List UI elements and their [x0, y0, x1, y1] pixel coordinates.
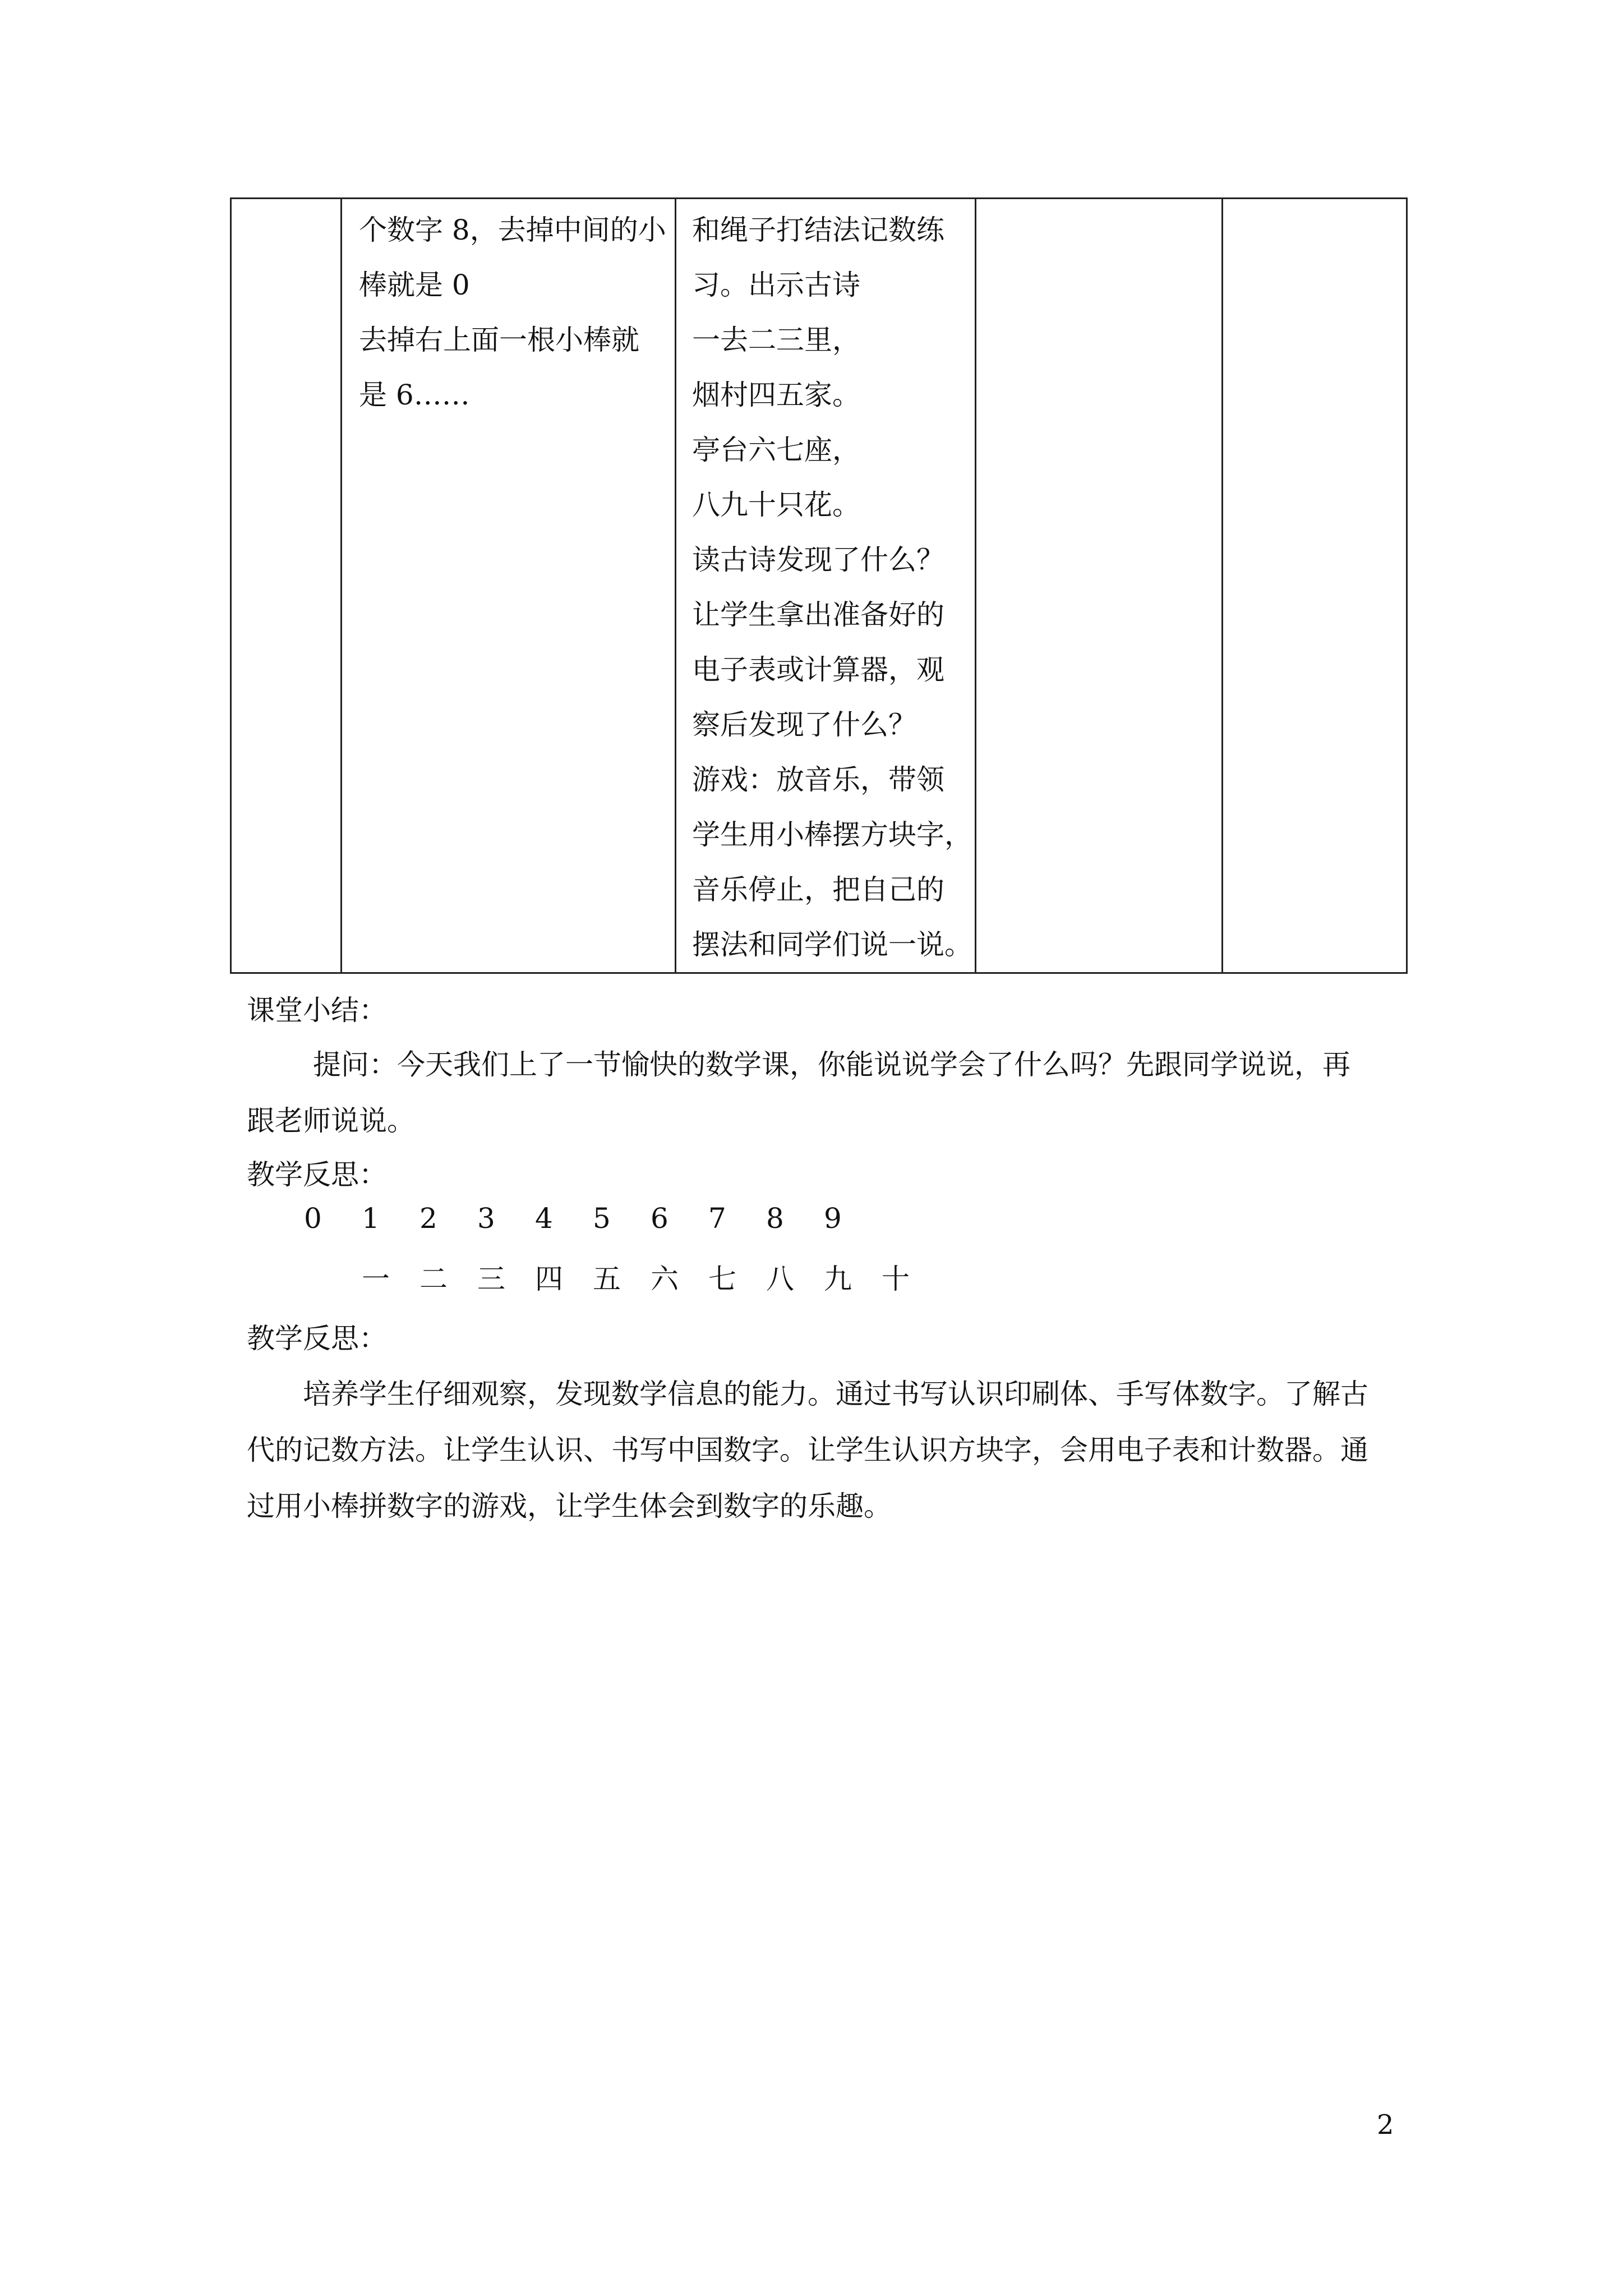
arabic-digit: 1 — [362, 1202, 380, 1235]
cell-line: 摆法和同学们说一说。 — [692, 928, 972, 961]
chinese-digit: 三 — [477, 1263, 505, 1295]
chinese-digit: 四 — [535, 1263, 563, 1295]
arabic-digit: 0 — [304, 1202, 322, 1235]
cell-line: 察后发现了什么？ — [692, 708, 916, 741]
cell-line: 一去二三里， — [692, 324, 860, 356]
reflection-heading: 教学反思： — [247, 1322, 387, 1355]
page-number: 2 — [1377, 2109, 1394, 2141]
reflection-line: 培养学生仔细观察，发现数学信息的能力。通过书写认识印刷体、手写体数字。了解古 — [303, 1378, 1368, 1410]
chinese-digit: 二 — [419, 1263, 448, 1295]
cell-line: 烟村四五家。 — [692, 379, 860, 411]
cell-line: 游戏：放音乐，带领 — [692, 763, 944, 796]
cell-line: 习。出示古诗 — [692, 269, 860, 301]
reflection-line: 代的记数方法。让学生认识、书写中国数字。让学生认识方块字，会用电子表和计数器。通 — [247, 1434, 1368, 1466]
cell-line: 学生用小棒摆方块字， — [692, 818, 972, 851]
arabic-digit: 4 — [535, 1202, 553, 1235]
table-row — [231, 199, 1407, 973]
cell-line: 读古诗发现了什么？ — [692, 544, 944, 576]
table-cell-empty-2 — [1223, 199, 1407, 973]
cell-line: 和绳子打结法记数练 — [692, 214, 944, 246]
summary-line: 跟老师说说。 — [247, 1105, 415, 1137]
chinese-digit: 七 — [708, 1263, 736, 1295]
reflection-paragraph — [247, 1366, 1394, 1534]
summary-line: 提问：今天我们上了一节愉快的数学课，你能说说学会了什么吗？先跟同学说说，再 — [313, 1048, 1350, 1081]
arabic-digit: 5 — [593, 1202, 611, 1235]
table-cell-student-activity — [342, 199, 676, 973]
chinese-digit: 五 — [593, 1263, 621, 1295]
summary-paragraph — [247, 1037, 1394, 1149]
cell-line: 是 6…… — [359, 379, 470, 411]
table-cell-stage — [231, 199, 342, 973]
arabic-digit: 2 — [419, 1202, 437, 1235]
chinese-digit: 九 — [824, 1263, 852, 1295]
chinese-digit: 十 — [882, 1263, 910, 1295]
chinese-digit: 一 — [362, 1263, 390, 1295]
arabic-digit: 6 — [651, 1202, 668, 1235]
cell-line: 去掉右上面一根小棒就 — [359, 324, 639, 356]
cell-line: 电子表或计算器，观 — [692, 654, 944, 686]
table-cell-empty-1 — [976, 199, 1223, 973]
arabic-digit: 8 — [766, 1202, 784, 1235]
table-cell-teacher-activity — [676, 199, 976, 973]
chinese-digit: 八 — [766, 1263, 794, 1295]
arabic-digit: 7 — [708, 1202, 726, 1235]
arabic-digit: 9 — [824, 1202, 842, 1235]
lesson-plan-table — [230, 197, 1408, 974]
cell-line: 音乐停止，把自己的 — [692, 873, 944, 906]
cell-line: 棒就是 0 — [359, 269, 470, 301]
cell-line: 八九十只花。 — [692, 489, 860, 521]
cell-line: 让学生拿出准备好的 — [692, 599, 944, 631]
arabic-digit: 3 — [477, 1202, 495, 1235]
chinese-digit: 六 — [651, 1263, 679, 1295]
cell-line: 亭台六七座， — [692, 434, 860, 466]
summary-heading: 课堂小结： — [247, 994, 387, 1027]
cell-line: 个数字 8，去掉中间的小 — [359, 214, 666, 246]
reflection-line: 过用小棒拼数字的游戏，让学生体会到数字的乐趣。 — [247, 1490, 892, 1522]
reflection-heading: 教学反思： — [247, 1158, 387, 1191]
